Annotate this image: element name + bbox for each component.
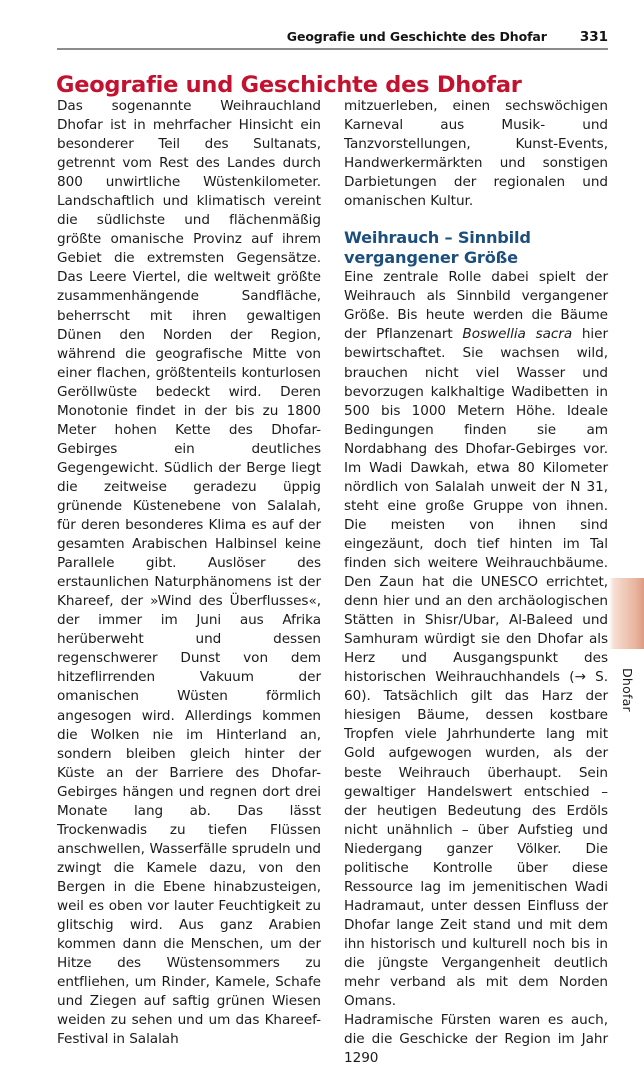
header-rule-divider <box>57 48 608 50</box>
chapter-thumb-tab <box>609 578 644 649</box>
two-column-body <box>57 97 608 1067</box>
paragraph-intro: Das sogenannte Weihrauchland Dhofar ist in mehrfacher Hinsicht ein besonderer Teil des Sultanats, getrennt vom Rest des Landes durch 800 unwirtliche Wüstenkilometer. Landschaftlich und klimatisch vereint die südlichste und flächenmäßig größte omanische Provinz auf ihrem Gebiet die extremsten Gegensätze. Das Leere Viertel, die weltweit größte zusammenhängende Sandfläche, beherrscht mit ihren gewaltigen Dünen den Norden der Region, während die geografische Mitte von einer flachen, größtenteils konturlosen Geröllwüste bedeckt wird. Deren Monotonie findet in der bis zu 1800 Meter hohen Kette des Dhofar-Gebirges ein deutliches Gegengewicht. Südlich der Berge liegt die zeitweise geradezu üppig grünende Küstenebene von Salalah, für deren besonderes Klima es auf der gesamten Arabischen Halbinsel keine Parallele gibt. Auslöser des erstaunlichen Naturphänomens ist der Khareef, der »Wind des Überflusses«, der immer im Juni aus Afrika herüberweht und dessen regenschwerer Dunst von dem hitzeflirrenden Vakuum der omanischen Wüsten förmlich angesogen wird. Allerdings kommen die Wolken nie im Hinterland an, sondern bleiben gleich hinter der Küste an der Barriere des Dhofar-Gebirges hängen und regnen dort drei Monate lang ab. Das lässt Trockenwadis zu tiefen Flüssen anschwellen, Wasserfälle sprudeln und zwingt die Kamele dazu, von den Bergen in die Ebene hinabzusteigen, weil es oben vor lauter Feuchtigkeit zu glitschig wird. Aus ganz Arabien kommen dann die Menschen, um der Hitze des Wüstensommers zu entfliehen, um Rinder, Kamele, Schafe und Ziegen auf saftig grünen Wiesen weiden zu sehen und um das Khareef-Festival in Salalah <box>57 98 321 1048</box>
right-column <box>344 97 608 1067</box>
running-head-title: Geografie und Geschichte des Dhofar <box>286 29 547 44</box>
paragraph-frankincense <box>344 268 608 1011</box>
paragraph-frankincense-part2: hier bewirtschaftet. Sie wachsen wild, brauchen nicht viel Wasser und bevorzugen kalkhaltige Wadibetten in 500 bis 1000 Metern Höhe. Ideale Bedingungen finden sie am Nordabhang des Dhofar-Gebirges vor. Im Wadi Dawkah, etwa 80 Kilometer nördlich von Salalah unweit der N 31, steht eine große Gruppe von ihnen. Die meisten von ihnen sind eingezäunt, doch tief hinten im Tal finden sich weitere Weihrauchbäume. Den Zaun hat die UNESCO errichtet, denn hier und an den archäologischen Stätten in Shisr/Ubar, Al-Baleed und Samhuram würdigt sie den Dhofar als Herz und Ausgangspunkt des historischen Weihrauchhandels (→ S. 60). Tatsächlich gilt das Harz der hiesigen Bäume, dessen kostbare Tropfen viele Jahrhunderte lang mit Gold aufgewogen wurden, als der beste Weihrauch überhaupt. Sein gewaltiger Handelswert entschied – der heutigen Bedeutung des Erdöls nicht unähnlich – über Aufstieg und Niedergang ganzer Völker. Die politische Kontrolle über diese Ressource lag im jemenitischen Wadi Hadramaut, unter dessen Einfluss der Dhofar lange Zeit stand und mit dem ihn historisch und kulturell noch bis in die jüngste Vergangenheit deutlich mehr verband als mit dem Norden Omans. <box>344 326 608 1010</box>
paragraph-continuation: mitzuerleben, einen sechswöchigen Karneval aus Musik- und Tanzvorstellungen, Kunst-Events, Handwerkermärkten und sonstigen Darbietungen der regionalen und omanischen Kultur. <box>344 98 608 210</box>
paragraph-frankincense-part1: Eine zentrale Rolle dabei spielt der Weihrauch als Sinnbild vergangener Größe. Bis heute werden die Bäume der Pflanzenart <box>344 269 608 343</box>
chapter-thumb-tab-label: Dhofar <box>620 668 635 712</box>
paragraph-hadrami: Hadramische Fürsten waren es auch, die die Geschicke der Region im Jahr 1290 <box>344 1012 608 1067</box>
section-subheading: Weihrauch – Sinnbild vergangener Größe <box>344 228 531 267</box>
page-number: 331 <box>579 29 608 45</box>
running-head <box>57 29 608 45</box>
page-title: Geografie und Geschichte des Dhofar <box>56 72 522 99</box>
species-name-italic: Boswellia sacra <box>462 326 573 343</box>
left-column <box>57 97 321 1048</box>
